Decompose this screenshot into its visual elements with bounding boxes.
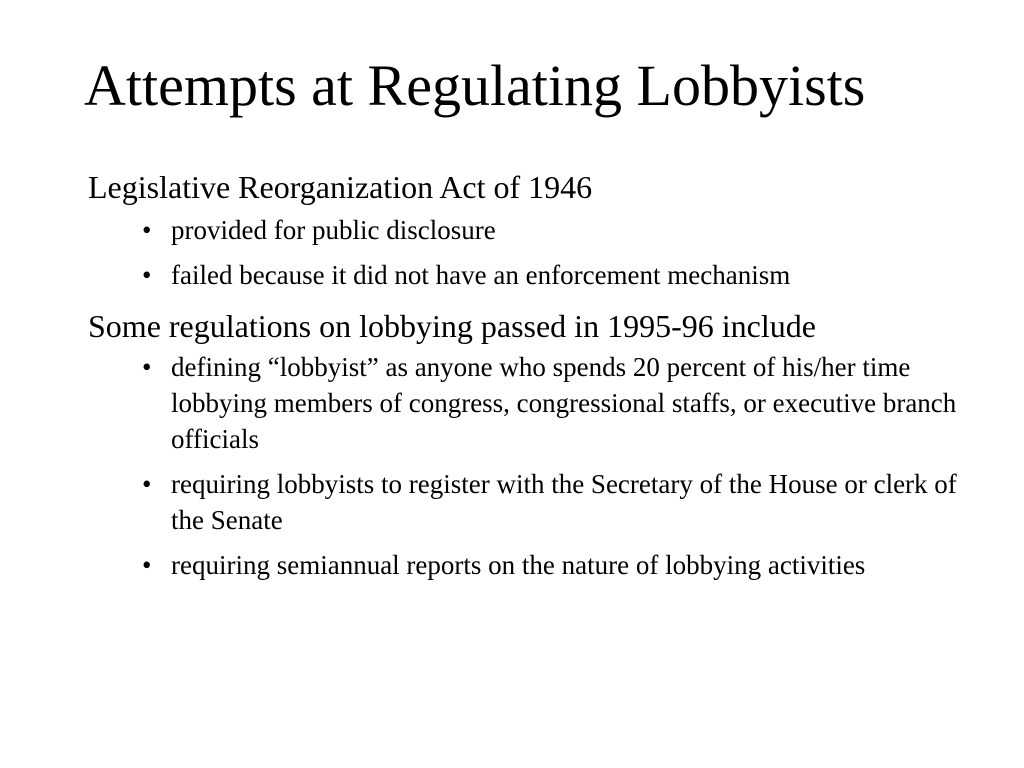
bullet-icon: • [142,352,152,382]
bullet-item [88,349,968,457]
bullet-item [88,257,968,293]
bullet-text: provided for public disclosure [171,215,496,245]
section-heading: Legislative Reorganization Act of 1946 [88,169,593,205]
bullet-icon: • [142,260,152,290]
bullet-icon: • [142,469,152,499]
bullet-text: defining “lobbyist” as anyone who spends 20 percent of his/her time lobbying members of congress, congressional staffs, or executive branch officials [171,352,957,454]
bullet-text: requiring lobbyists to register with the Secretary of the House or clerk of the Senate [171,469,957,535]
bullet-list [88,212,968,293]
section-1995-96-regulations [88,305,968,583]
bullet-item [88,212,968,248]
bullet-list [88,349,968,583]
slide-body [88,166,968,583]
bullet-item [88,466,968,538]
bullet-item [88,547,968,583]
bullet-icon: • [142,550,152,580]
slide-title: Attempts at Regulating Lobbyists [84,53,866,118]
bullet-text: requiring semiannual reports on the nature of lobbying activities [171,550,866,580]
bullet-icon: • [142,215,152,245]
bullet-text: failed because it did not have an enforcement mechanism [171,260,791,290]
section-legislative-reorganization-act [88,166,968,293]
section-heading: Some regulations on lobbying passed in 1995-96 include [88,308,816,344]
